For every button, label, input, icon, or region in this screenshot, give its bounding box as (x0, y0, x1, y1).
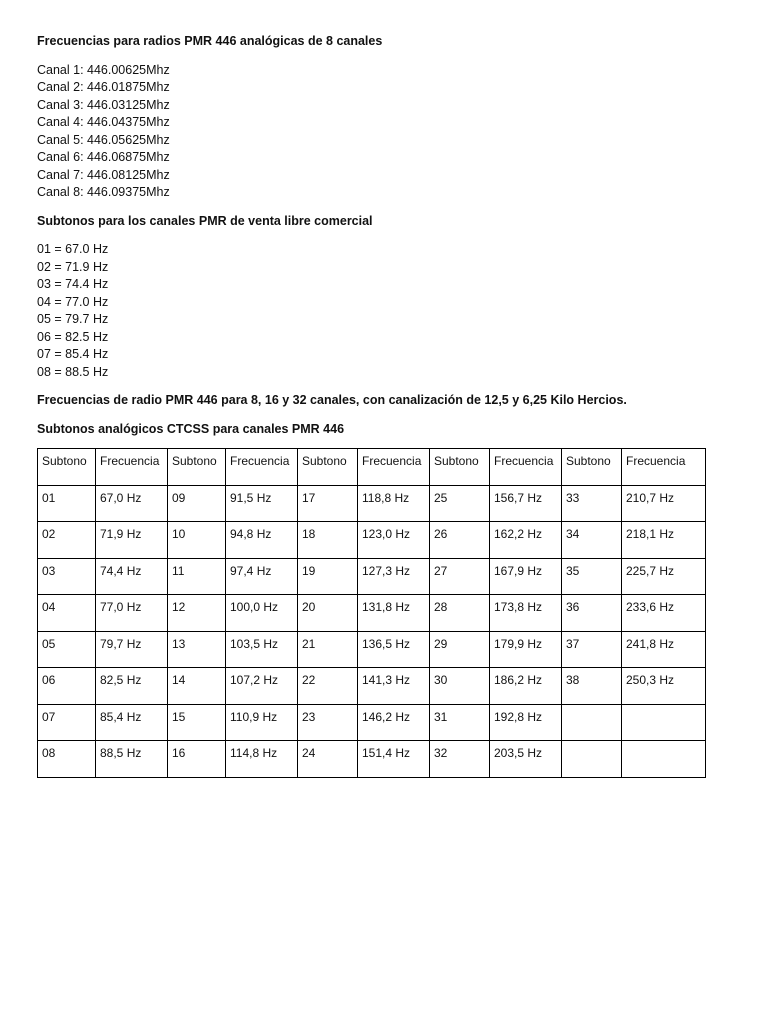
header-cell: Frecuencia (96, 449, 168, 486)
subtone-code-cell: 19 (298, 558, 358, 595)
table-row (38, 668, 706, 705)
header-cell: Subtono (430, 449, 490, 486)
subtone-code-cell: 28 (430, 595, 490, 632)
subtone-code-cell: 36 (562, 595, 622, 632)
subtone-code-cell: 08 (38, 741, 96, 778)
subtone-code-cell: 16 (168, 741, 226, 778)
subtone-code-cell: 17 (298, 485, 358, 522)
subtone-code-cell: 11 (168, 558, 226, 595)
subtone-code-cell: 22 (298, 668, 358, 705)
subtone-code-cell: 14 (168, 668, 226, 705)
channel-line: Canal 8: 446.09375Mhz (37, 185, 170, 199)
header-cell: Frecuencia (622, 449, 706, 486)
table-row (38, 595, 706, 632)
channel-line: Canal 6: 446.06875Mhz (37, 150, 170, 164)
heading-channelization: Frecuencias de radio PMR 446 para 8, 16 y 32 canales, con canalización de 12,5 y 6,25 Kilo Hercios. (37, 393, 627, 407)
channel-line: Canal 1: 446.00625Mhz (37, 62, 170, 77)
frequency-cell: 82,5 Hz (96, 668, 168, 705)
subtone-line: 01 = 67.0 Hz (37, 242, 109, 256)
subtone-code-cell: 15 (168, 704, 226, 741)
channel-frequency-list (37, 62, 737, 202)
subtone-code-cell: 32 (430, 741, 490, 778)
subtone-code-cell: 13 (168, 631, 226, 668)
table-row (38, 485, 706, 522)
frequency-cell: 94,8 Hz (226, 522, 298, 559)
subtone-line: 02 = 71.9 Hz (37, 259, 109, 274)
heading-ctcss-table: Subtonos analógicos CTCSS para canales PMR 446 (37, 421, 345, 436)
frequency-cell: 225,7 Hz (622, 558, 706, 595)
frequency-cell: 127,3 Hz (358, 558, 430, 595)
subtone-code-cell: 18 (298, 522, 358, 559)
frequency-cell: 151,4 Hz (358, 741, 430, 778)
subtone-code-cell: 29 (430, 631, 490, 668)
heading-analog-8-channels: Frecuencias para radios PMR 446 analógicas de 8 canales (37, 34, 383, 48)
subtone-code-cell: 30 (430, 668, 490, 705)
subtone-line: 03 = 74.4 Hz (37, 277, 109, 291)
subtone-code-cell: 02 (38, 522, 96, 559)
frequency-cell: 179,9 Hz (490, 631, 562, 668)
subtone-code-cell (562, 741, 622, 778)
channel-line: Canal 5: 446.05625Mhz (37, 132, 170, 147)
header-cell: Frecuencia (490, 449, 562, 486)
table-row (38, 558, 706, 595)
subtone-code-cell: 37 (562, 631, 622, 668)
subtone-code-cell: 31 (430, 704, 490, 741)
table-row (38, 741, 706, 778)
frequency-cell: 156,7 Hz (490, 485, 562, 522)
subtone-code-cell: 35 (562, 558, 622, 595)
subtone-code-cell: 38 (562, 668, 622, 705)
header-cell: Subtono (562, 449, 622, 486)
channel-line: Canal 4: 446.04375Mhz (37, 115, 170, 129)
frequency-cell: 77,0 Hz (96, 595, 168, 632)
frequency-cell: 107,2 Hz (226, 668, 298, 705)
subtone-code-cell: 26 (430, 522, 490, 559)
subtone-code-cell (562, 704, 622, 741)
subtone-line: 08 = 88.5 Hz (37, 364, 109, 379)
subtone-code-cell: 24 (298, 741, 358, 778)
frequency-cell: 85,4 Hz (96, 704, 168, 741)
subtone-line: 05 = 79.7 Hz (37, 312, 109, 326)
frequency-cell: 218,1 Hz (622, 522, 706, 559)
subtone-code-cell: 34 (562, 522, 622, 559)
subtone-code-cell: 21 (298, 631, 358, 668)
channel-line: Canal 7: 446.08125Mhz (37, 167, 170, 182)
table-header-row (38, 449, 706, 486)
subtone-code-cell: 20 (298, 595, 358, 632)
frequency-cell: 162,2 Hz (490, 522, 562, 559)
frequency-cell: 173,8 Hz (490, 595, 562, 632)
frequency-cell: 114,8 Hz (226, 741, 298, 778)
header-cell: Subtono (298, 449, 358, 486)
subtone-code-cell: 07 (38, 704, 96, 741)
table-row (38, 631, 706, 668)
frequency-cell: 136,5 Hz (358, 631, 430, 668)
frequency-cell: 118,8 Hz (358, 485, 430, 522)
frequency-cell: 110,9 Hz (226, 704, 298, 741)
header-cell: Subtono (38, 449, 96, 486)
frequency-cell: 192,8 Hz (490, 704, 562, 741)
subtone-code-cell: 23 (298, 704, 358, 741)
frequency-cell: 74,4 Hz (96, 558, 168, 595)
frequency-cell: 71,9 Hz (96, 522, 168, 559)
subtone-code-cell: 10 (168, 522, 226, 559)
subtone-code-cell: 09 (168, 485, 226, 522)
document-page (37, 33, 737, 778)
subtone-code-cell: 06 (38, 668, 96, 705)
subtone-code-cell: 03 (38, 558, 96, 595)
frequency-cell: 167,9 Hz (490, 558, 562, 595)
frequency-cell: 100,0 Hz (226, 595, 298, 632)
subtone-code-cell: 12 (168, 595, 226, 632)
channel-line: Canal 3: 446.03125Mhz (37, 97, 170, 112)
frequency-cell: 210,7 Hz (622, 485, 706, 522)
header-cell: Frecuencia (358, 449, 430, 486)
frequency-cell: 97,4 Hz (226, 558, 298, 595)
frequency-cell (622, 741, 706, 778)
subtone-code-cell: 04 (38, 595, 96, 632)
frequency-cell: 250,3 Hz (622, 668, 706, 705)
frequency-cell: 91,5 Hz (226, 485, 298, 522)
frequency-cell: 233,6 Hz (622, 595, 706, 632)
header-cell: Frecuencia (226, 449, 298, 486)
frequency-cell: 131,8 Hz (358, 595, 430, 632)
subtone-code-cell: 25 (430, 485, 490, 522)
frequency-cell: 79,7 Hz (96, 631, 168, 668)
channel-line: Canal 2: 446.01875Mhz (37, 80, 170, 94)
frequency-cell: 123,0 Hz (358, 522, 430, 559)
subtone-code-cell: 33 (562, 485, 622, 522)
frequency-cell: 141,3 Hz (358, 668, 430, 705)
heading-commercial-subtones: Subtonos para los canales PMR de venta libre comercial (37, 213, 373, 228)
frequency-cell: 88,5 Hz (96, 741, 168, 778)
subtone-code-cell: 01 (38, 485, 96, 522)
frequency-cell: 186,2 Hz (490, 668, 562, 705)
ctcss-table (37, 448, 706, 778)
subtone-line: 06 = 82.5 Hz (37, 329, 109, 344)
frequency-cell: 146,2 Hz (358, 704, 430, 741)
subtone-line: 07 = 85.4 Hz (37, 347, 109, 361)
subtone-code-cell: 27 (430, 558, 490, 595)
subtone-line: 04 = 77.0 Hz (37, 294, 109, 309)
frequency-cell (622, 704, 706, 741)
frequency-cell: 67,0 Hz (96, 485, 168, 522)
subtone-code-cell: 05 (38, 631, 96, 668)
table-row (38, 704, 706, 741)
frequency-cell: 203,5 Hz (490, 741, 562, 778)
table-row (38, 522, 706, 559)
header-cell: Subtono (168, 449, 226, 486)
frequency-cell: 241,8 Hz (622, 631, 706, 668)
subtone-list (37, 241, 737, 381)
frequency-cell: 103,5 Hz (226, 631, 298, 668)
